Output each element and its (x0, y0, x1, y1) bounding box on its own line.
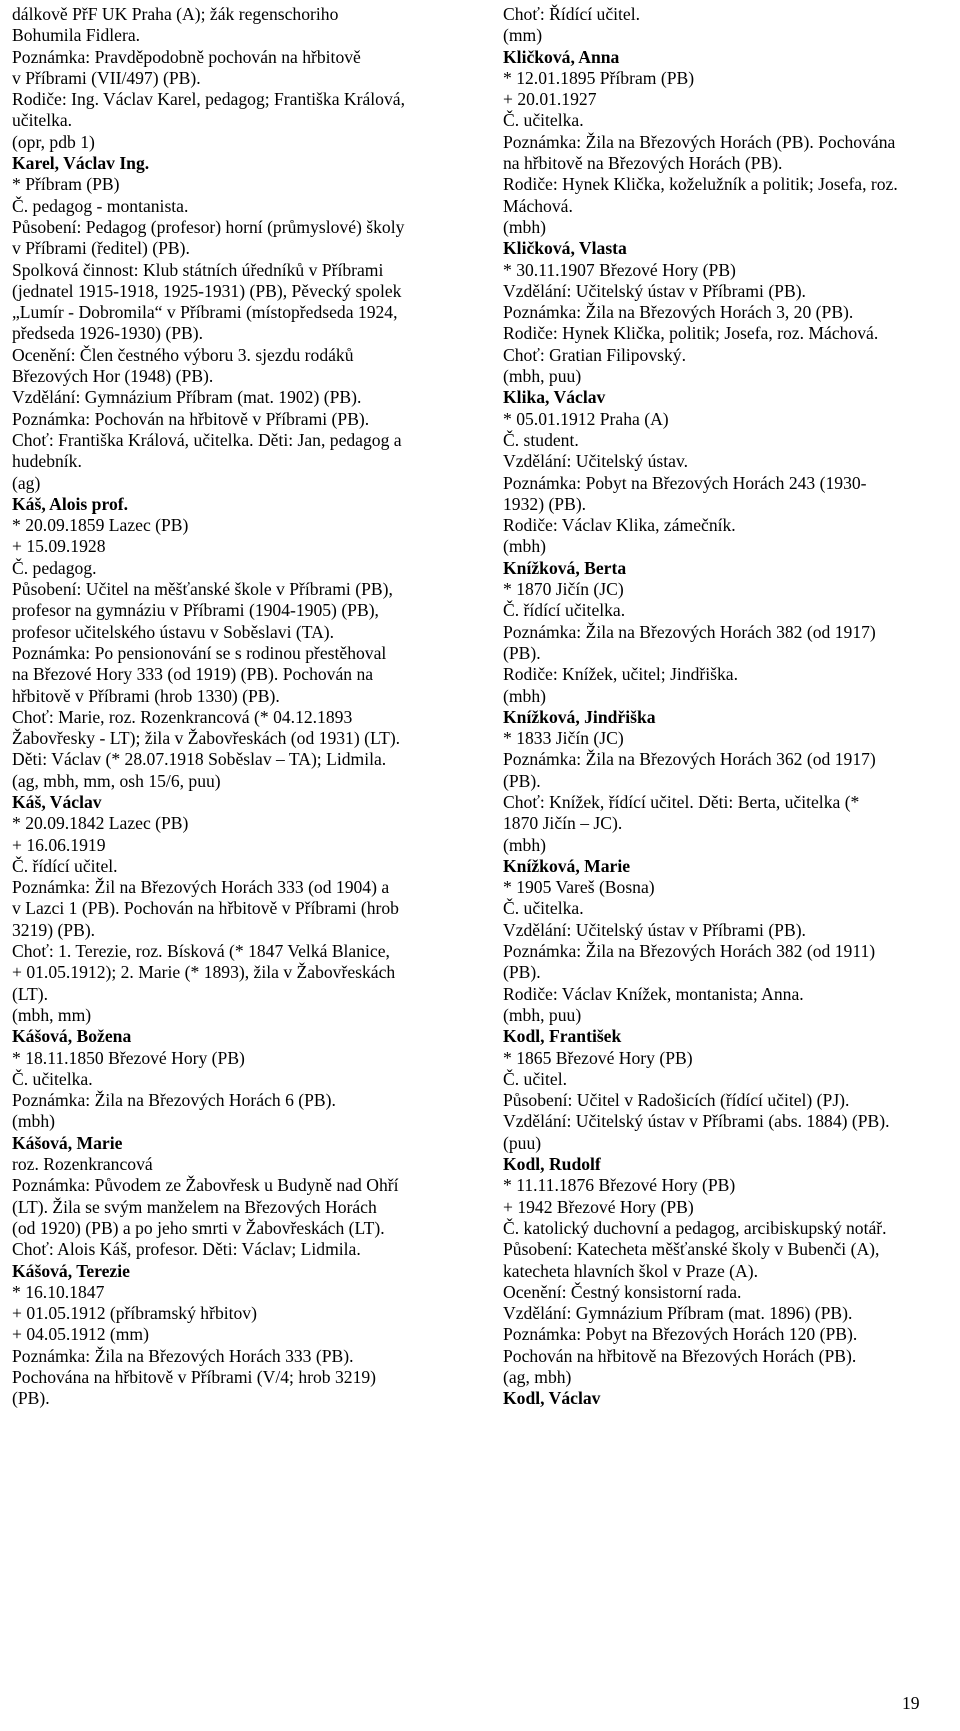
text-line: Choť: Marie, roz. Rozenkrancová (* 04.12.1893 (12, 706, 353, 727)
text-line: Rodiče: Knížek, učitel; Jindřiška. (503, 664, 739, 685)
text-line: (mbh) (503, 685, 546, 706)
text-line: Rodiče: Ing. Václav Karel, pedagog; Františka Králová, (12, 89, 405, 110)
text-line: katecheta hlavních škol v Praze (A). (503, 1260, 759, 1281)
text-line: Působení: Katecheta měšťanské školy v Bubenči (A), (503, 1239, 880, 1260)
text-line: Máchová. (503, 195, 573, 216)
text-line: (mbh) (503, 216, 546, 237)
text-line: Č. pedagog. (12, 557, 97, 578)
text-line: + 01.05.1912); 2. Marie (* 1893), žila v Žabovřeskách (12, 962, 396, 983)
text-line: + 01.05.1912 (příbramský hřbitov) (12, 1303, 257, 1324)
entry-heading: Kličková, Anna (503, 46, 620, 67)
text-line: Poznámka: Žila na Březových Horách 333 (PB). (12, 1345, 354, 1366)
text-line: * 30.11.1907 Březové Hory (PB) (503, 259, 736, 280)
text-line: (mbh) (12, 1111, 55, 1132)
text-line: na hřbitově na Březových Horách (PB). (503, 153, 783, 174)
entry-heading: Klika, Václav (503, 387, 606, 408)
text-line: na Březové Hory 333 (od 1919) (PB). Pochován na (12, 664, 374, 685)
text-line: * 1833 Jičín (JC) (503, 728, 624, 749)
text-line: (mbh, mm) (12, 1004, 92, 1025)
text-line: Č. řídící učitelka. (503, 600, 626, 621)
text-line: Děti: Václav (* 28.07.1918 Soběslav – TA); Lidmila. (12, 749, 387, 770)
text-line: Ocenění: Člen čestného výboru 3. sjezdu rodáků (12, 344, 354, 365)
text-line: Vzdělání: Gymnázium Příbram (mat. 1902) (PB). (12, 387, 362, 408)
entry-heading: Kodl, Václav (503, 1388, 601, 1409)
text-line: Rodiče: Hynek Klička, koželužník a politik; Josefa, roz. (503, 174, 898, 195)
text-line: (puu) (503, 1132, 542, 1153)
entry-heading: Knížková, Jindřiška (503, 706, 656, 727)
text-line: Č. učitelka. (503, 898, 584, 919)
text-line: * 1870 Jičín (JC) (503, 579, 624, 600)
text-line: + 20.01.1927 (503, 89, 597, 110)
text-line: profesor na gymnáziu v Příbrami (1904-1905) (PB), (12, 600, 379, 621)
text-line: Vzdělání: Učitelský ústav. (503, 451, 689, 472)
text-line: (mm) (503, 25, 543, 46)
text-line: Poznámka: Žila na Březových Horách 362 (od 1917) (503, 749, 876, 770)
text-line: (ag) (12, 472, 41, 493)
entry-heading: Kodl, František (503, 1026, 622, 1047)
text-line: (mbh, puu) (503, 366, 582, 387)
text-line: Vzdělání: Učitelský ústav v Příbrami (PB). (503, 280, 806, 301)
entry-heading: Káš, Alois prof. (12, 493, 129, 514)
entry-heading: Knížková, Marie (503, 855, 631, 876)
text-line: (PB). (503, 642, 541, 663)
text-line: 3219) (PB). (12, 919, 96, 940)
text-line: Působení: Učitel v Radošicích (řídící učitel) (PJ). (503, 1090, 850, 1111)
text-line: * 20.09.1859 Lazec (PB) (12, 515, 189, 536)
text-line: + 1942 Březové Hory (PB) (503, 1196, 694, 1217)
text-line: Choť: 1. Terezie, roz. Bísková (* 1847 Velká Blanice, (12, 941, 390, 962)
text-line: Poznámka: Pravděpodobně pochován na hřbitově (12, 46, 361, 67)
text-line: Č. student. (503, 429, 579, 450)
text-line: + 16.06.1919 (12, 834, 106, 855)
text-line: Březových Hor (1948) (PB). (12, 366, 214, 387)
text-line: Žabovřesky - LT); žila v Žabovřeskách (od 1931) (LT). (12, 728, 401, 749)
text-line: v Lazci 1 (PB). Pochován na hřbitově v Příbrami (hrob (12, 898, 399, 919)
entry-heading: Kličková, Vlasta (503, 238, 627, 259)
text-line: * 16.10.1847 (12, 1281, 105, 1302)
text-line: v Příbrami (VII/497) (PB). (12, 67, 201, 88)
text-line: (PB). (503, 770, 541, 791)
text-line: Choť: Alois Káš, profesor. Děti: Václav; Lidmila. (12, 1239, 361, 1260)
entry-heading: Káš, Václav (12, 791, 102, 812)
text-line: Poznámka: Původem ze Žabovřesk u Budyně nad Ohří (12, 1175, 399, 1196)
entry-heading: Kášová, Terezie (12, 1260, 130, 1281)
text-line: Poznámka: Žila na Březových Horách 382 (od 1917) (503, 621, 876, 642)
right-text-column (503, 4, 951, 1410)
text-line: Poznámka: Žil na Březových Horách 333 (od 1904) a (12, 877, 390, 898)
text-line: dálkově PřF UK Praha (A); žák regenschoriho (12, 4, 339, 24)
text-line: Rodiče: Hynek Klička, politik; Josefa, roz. Máchová. (503, 323, 879, 344)
entry-heading: Kášová, Marie (12, 1132, 123, 1153)
entry-heading: Kodl, Rudolf (503, 1154, 601, 1175)
text-line: Choť: Františka Králová, učitelka. Děti: Jan, pedagog a (12, 429, 402, 450)
text-line: Poznámka: Žila na Březových Horách (PB). Pochována (503, 131, 896, 152)
entry-heading: Knížková, Berta (503, 557, 627, 578)
text-line: * 20.09.1842 Lazec (PB) (12, 813, 189, 834)
text-line: Vzdělání: Učitelský ústav v Příbrami (abs. 1884) (PB). (503, 1111, 890, 1132)
text-line: Poznámka: Pobyt na Březových Horách 120 (PB). (503, 1324, 858, 1345)
text-line: Choť: Řídící učitel. (503, 4, 641, 24)
text-line: (ag, mbh) (503, 1367, 572, 1387)
text-line: * Příbram (PB) (12, 174, 120, 195)
text-line: * 12.01.1895 Příbram (PB) (503, 67, 695, 88)
text-line: Poznámka: Žila na Březových Horách 6 (PB). (12, 1090, 336, 1111)
text-line: Ocenění: Čestný konsistorní rada. (503, 1281, 742, 1302)
text-line: Poznámka: Pobyt na Březových Horách 243 (1930- (503, 472, 867, 493)
text-line: Č. učitel. (503, 1068, 568, 1089)
text-line: „Lumír - Dobromila“ v Příbrami (místopředseda 1924, (12, 302, 398, 323)
text-line: (LT). Žila se svým manželem na Březových Horách (12, 1196, 377, 1217)
text-line: předseda 1926-1930) (PB). (12, 323, 204, 344)
text-line: Choť: Gratian Filipovský. (503, 344, 686, 365)
text-line: * 1865 Březové Hory (PB) (503, 1047, 693, 1068)
entry-heading: Kášová, Božena (12, 1026, 132, 1047)
text-line: (ag, mbh, mm, osh 15/6, puu) (12, 770, 221, 791)
text-line: učitelka. (12, 110, 73, 131)
text-line: (od 1920) (PB) a po jeho smrti v Žabovřeskách (LT). (12, 1217, 385, 1238)
text-line: Č. učitelka. (503, 110, 584, 131)
text-line: (mbh, puu) (503, 1004, 582, 1025)
text-line: Rodiče: Václav Klika, zámečník. (503, 515, 736, 536)
text-line: (PB). (12, 1388, 50, 1409)
page-number: 19 (902, 1693, 920, 1713)
text-line: hudebník. (12, 451, 82, 472)
text-line: Č. pedagog - montanista. (12, 195, 189, 216)
text-line: v Příbrami (ředitel) (PB). (12, 238, 190, 259)
text-line: * 11.11.1876 Březové Hory (PB) (503, 1175, 736, 1196)
entry-heading: Karel, Václav Ing. (12, 153, 150, 174)
text-line: 1932) (PB). (503, 493, 587, 514)
text-line: (jednatel 1915-1918, 1925-1931) (PB), Pěvecký spolek (12, 280, 402, 301)
text-line: Vzdělání: Gymnázium Příbram (mat. 1896) (PB). (503, 1303, 853, 1324)
text-line: roz. Rozenkrancová (12, 1154, 153, 1175)
text-line: Pochována na hřbitově v Příbrami (V/4; hrob 3219) (12, 1367, 377, 1387)
text-line: Spolková činnost: Klub státních úředníků v Příbrami (12, 259, 384, 280)
text-line: 1870 Jičín – JC). (503, 813, 623, 834)
text-line: (PB). (503, 962, 541, 983)
text-line: Rodiče: Václav Knížek, montanista; Anna. (503, 983, 804, 1004)
text-line: Působení: Učitel na měšťanské škole v Příbrami (PB), (12, 579, 393, 600)
text-line: Č. učitelka. (12, 1068, 93, 1089)
text-line: Choť: Knížek, řídící učitel. Děti: Berta, učitelka (* (503, 791, 860, 812)
text-line: Poznámka: Pochován na hřbitově v Příbrami (PB). (12, 408, 370, 429)
text-line: (LT). (12, 983, 48, 1004)
text-line: + 15.09.1928 (12, 536, 106, 557)
text-line: Vzdělání: Učitelský ústav v Příbrami (PB). (503, 919, 806, 940)
text-line: hřbitově v Příbrami (hrob 1330) (PB). (12, 685, 280, 706)
left-text-column (12, 4, 439, 1410)
text-line: Poznámka: Žila na Březových Horách 3, 20 (PB). (503, 302, 854, 323)
text-line: Pochován na hřbitově na Březových Horách (PB). (503, 1345, 857, 1366)
text-line: Č. katolický duchovní a pedagog, arcibiskupský notář. (503, 1217, 887, 1238)
text-line: profesor učitelského ústavu v Soběslavi (TA). (12, 621, 335, 642)
text-line: Působení: Pedagog (profesor) horní (průmyslové) školy (12, 216, 405, 237)
text-line: Bohumila Fidlera. (12, 25, 141, 46)
text-line: (mbh) (503, 834, 546, 855)
text-line: + 04.05.1912 (mm) (12, 1324, 149, 1345)
text-line: Č. řídící učitel. (12, 855, 118, 876)
text-line: Poznámka: Žila na Březových Horách 382 (od 1911) (503, 941, 876, 962)
text-line: (mbh) (503, 536, 546, 557)
text-line: * 1905 Vareš (Bosna) (503, 877, 655, 898)
text-line: * 18.11.1850 Březové Hory (PB) (12, 1047, 245, 1068)
text-line: (opr, pdb 1) (12, 131, 95, 152)
text-line: * 05.01.1912 Praha (A) (503, 408, 669, 429)
text-line: Poznámka: Po pensionování se s rodinou přestěhoval (12, 642, 387, 663)
